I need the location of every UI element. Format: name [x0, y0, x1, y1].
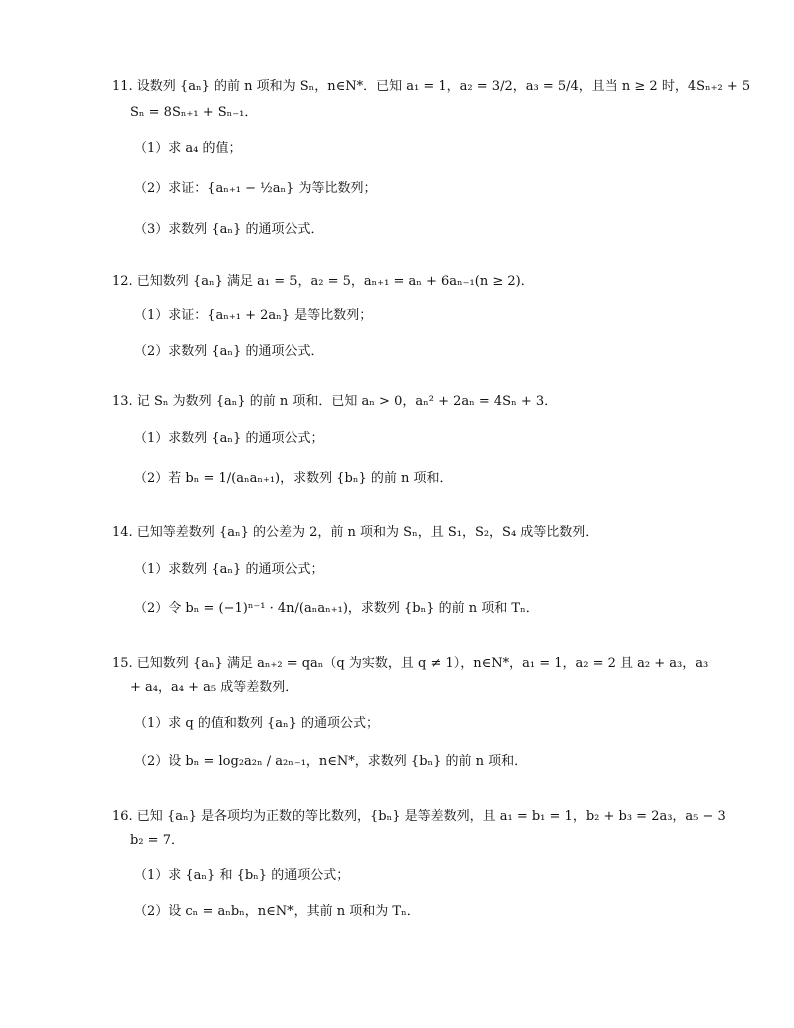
- problem-13-statement: 13. 记 Sₙ 为数列 {aₙ} 的前 n 项和．已知 aₙ > 0，aₙ² + 2aₙ = 4Sₙ + 3．: [112, 394, 558, 409]
- problem-11-part-2: （2）求证：{aₙ₊₁ − ½aₙ} 为等比数列；: [134, 181, 377, 196]
- problem-12-part-1: （1）求证：{aₙ₊₁ + 2aₙ} 是等比数列；: [134, 308, 373, 323]
- problem-13: [112, 393, 712, 411]
- problem-15-statement-line-1: 15. 已知数列 {aₙ} 满足 aₙ₊₂ = qaₙ（q 为实数，且 q ≠ 1），n∈N*，a₁ = 1，a₂ = 2 且 a₂ + a₃，a₃: [112, 656, 709, 671]
- problem-15-statement-line-2: + a₄，a₄ + a₅ 成等差数列．: [130, 680, 299, 695]
- problem-12-statement: 12. 已知数列 {aₙ} 满足 a₁ = 5，a₂ = 5，aₙ₊₁ = aₙ + 6aₙ₋₁(n ≥ 2)．: [112, 274, 534, 289]
- problem-11-part-1: （1）求 a₄ 的值；: [134, 141, 242, 156]
- problem-11: [112, 78, 751, 122]
- problem-11-part-3: （3）求数列 {aₙ} 的通项公式．: [134, 222, 324, 237]
- problem-11-statement-line-2: Sₙ = 8Sₙ₊₁ + Sₙ₋₁．: [130, 105, 258, 120]
- problem-15-part-2: （2）设 bₙ = log₂a₂ₙ / a₂ₙ₋₁，n∈N*，求数列 {bₙ} 的前 n 项和．: [134, 754, 528, 769]
- problem-15-part-1: （1）求 q 的值和数列 {aₙ} 的通项公式；: [134, 716, 380, 731]
- problem-16-statement-line-2: b₂ = 7．: [130, 833, 184, 848]
- problem-16-part-1: （1）求 {aₙ} 和 {bₙ} 的通项公式；: [134, 868, 350, 883]
- problem-14-statement: 14. 已知等差数列 {aₙ} 的公差为 2，前 n 项和为 Sₙ，且 S₁，S₂，S₄ 成等比数列．: [112, 525, 599, 540]
- problem-16: [112, 808, 726, 850]
- problem-14: [112, 524, 712, 542]
- problem-13-part-2: （2）若 bₙ = 1/(aₙaₙ₊₁)，求数列 {bₙ} 的前 n 项和．: [134, 471, 453, 486]
- problem-16-statement-line-1: 16. 已知 {aₙ} 是各项均为正数的等比数列，{bₙ} 是等差数列，且 a₁ = b₁ = 1，b₂ + b₃ = 2a₃，a₅ − 3: [112, 809, 726, 824]
- problem-13-part-1: （1）求数列 {aₙ} 的通项公式；: [134, 431, 324, 446]
- problem-12-part-2: （2）求数列 {aₙ} 的通项公式．: [134, 344, 324, 359]
- problem-16-part-2: （2）设 cₙ = aₙbₙ，n∈N*，其前 n 项和为 Tₙ．: [134, 904, 420, 919]
- problem-12: [112, 273, 712, 291]
- problem-15: [112, 655, 712, 697]
- problem-11-statement-line-1: 11. 设数列 {aₙ} 的前 n 项和为 Sₙ，n∈N*．已知 a₁ = 1，a₂ = 3/2，a₃ = 5/4，且当 n ≥ 2 时，4Sₙ₊₂ + 5: [112, 79, 751, 94]
- problem-14-part-2: （2）令 bₙ = (−1)ⁿ⁻¹ · 4n/(aₙaₙ₊₁)，求数列 {bₙ} 的前 n 项和 Tₙ．: [134, 601, 539, 616]
- problem-14-part-1: （1）求数列 {aₙ} 的通项公式；: [134, 562, 324, 577]
